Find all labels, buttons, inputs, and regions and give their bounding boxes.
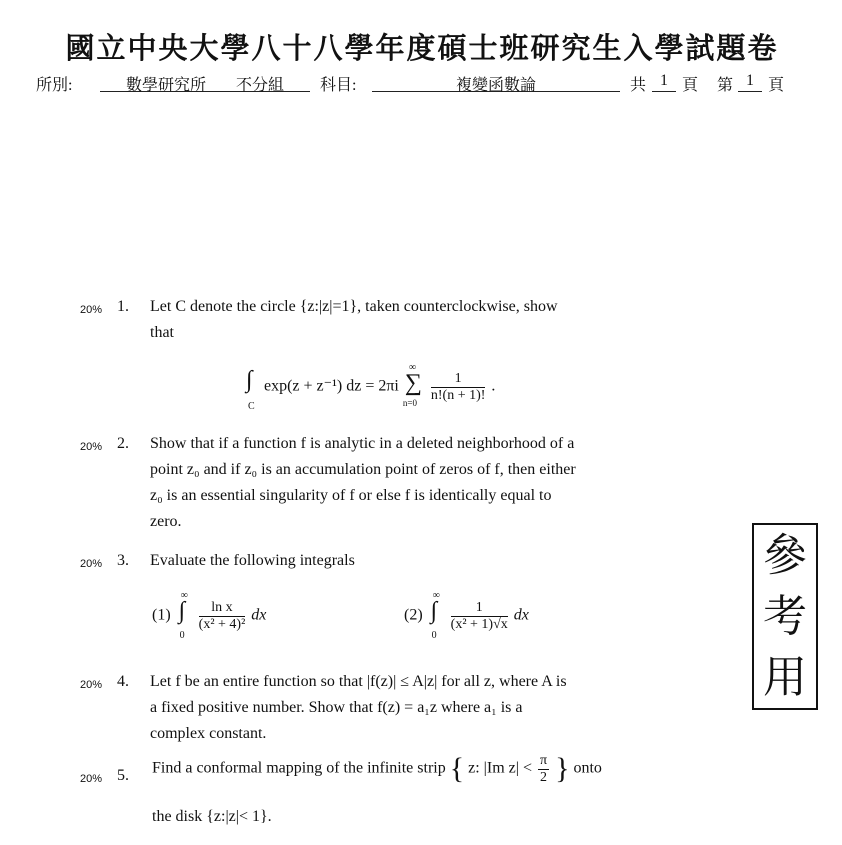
set-numerator: π bbox=[539, 752, 548, 768]
reference-stamp bbox=[752, 523, 818, 710]
set-brace-close: } bbox=[555, 752, 570, 785]
integral-2-dx: dx bbox=[513, 606, 529, 624]
sum-sign: ∑ bbox=[404, 370, 422, 396]
formula-period: . bbox=[491, 377, 496, 395]
problem-2-line-2: point z₀ and if z₀ is an accumulation point of zeros of f, then either bbox=[150, 461, 576, 478]
integral-1-upper: ∞ bbox=[180, 590, 188, 601]
problem-5-weight: 20% bbox=[80, 773, 103, 785]
problem-2-weight: 20% bbox=[80, 441, 103, 453]
problem-1-number: 1. bbox=[117, 298, 129, 315]
current-label: 第 bbox=[717, 77, 734, 94]
integral-1-denominator: (x² + 4)² bbox=[198, 616, 246, 632]
problem-3-text: Evaluate the following integrals bbox=[150, 552, 355, 569]
sum-upper: ∞ bbox=[408, 362, 417, 373]
integral-sign: ∫ bbox=[246, 367, 253, 393]
dept-field bbox=[100, 72, 310, 92]
subject-label: 科目: bbox=[320, 77, 357, 94]
sum-lower: n=0 bbox=[402, 398, 417, 408]
problem-1-formula bbox=[244, 362, 496, 412]
set-brace-open: { bbox=[449, 752, 465, 785]
integral-contour: C bbox=[248, 401, 255, 412]
formula-main: exp(z + z⁻¹) dz = 2πi bbox=[264, 377, 399, 395]
problem-1-line-1: Let C denote the circle {z:|z|=1}, taken counterclockwise, show bbox=[150, 298, 558, 315]
problem-4-text bbox=[150, 669, 698, 747]
total-label: 共 bbox=[630, 77, 647, 94]
problem-2-text bbox=[150, 431, 698, 535]
integral-2-fraction bbox=[451, 600, 508, 633]
problem-5-text-a: Find a conformal mapping of the infinite strip bbox=[152, 759, 446, 777]
problem-1-line-2: that bbox=[150, 324, 174, 341]
problem-2-number: 2. bbox=[117, 435, 129, 452]
integral-1 bbox=[152, 590, 267, 641]
integral-2-numerator: 1 bbox=[451, 600, 508, 617]
exam-title: 國立中央大學八十八學年度碩士班研究生入學試題卷 bbox=[65, 33, 779, 65]
total-pages: 1 bbox=[652, 72, 676, 92]
integral-2-lower: 0 bbox=[431, 630, 437, 641]
integral-2-upper: ∞ bbox=[432, 590, 440, 601]
integral-2 bbox=[404, 590, 529, 641]
problem-1-weight: 20% bbox=[80, 304, 103, 316]
problem-1-text bbox=[150, 294, 698, 346]
fraction-denominator: n!(n + 1)! bbox=[430, 387, 486, 403]
integral-1-numerator: ln x bbox=[199, 600, 246, 617]
dept-label: 所別: bbox=[36, 77, 73, 94]
stamp-char-2: 考 bbox=[763, 590, 807, 642]
integral-1-sign: ∫ bbox=[178, 598, 186, 624]
current-unit: 頁 bbox=[768, 77, 785, 94]
total-unit: 頁 bbox=[682, 77, 699, 94]
problem-4-number: 4. bbox=[117, 673, 129, 690]
group-value: 不分組 bbox=[236, 77, 285, 94]
problem-5-line-1 bbox=[152, 752, 602, 786]
integral-1-dx: dx bbox=[251, 606, 267, 624]
integral-1-fraction bbox=[199, 600, 246, 633]
problem-5-text-b: onto bbox=[573, 759, 602, 777]
problem-5-number: 5. bbox=[117, 767, 129, 784]
problem-4-line-3: complex constant. bbox=[150, 725, 267, 742]
set-body: z: |Im z| < bbox=[468, 759, 532, 777]
problem-3-number: 3. bbox=[117, 552, 129, 569]
fraction-numerator: 1 bbox=[431, 371, 486, 388]
current-page: 1 bbox=[738, 72, 762, 92]
problem-2-line-4: zero. bbox=[150, 513, 182, 530]
formula-fraction bbox=[431, 371, 486, 404]
problem-4-line-2: a fixed positive number. Show that f(z) = a₁z where a₁ is a bbox=[150, 699, 523, 716]
integral-2-sign: ∫ bbox=[430, 598, 438, 624]
set-fraction bbox=[538, 753, 549, 786]
problem-5-line-2: the disk {z:|z|< 1}. bbox=[152, 808, 272, 825]
problem-4-weight: 20% bbox=[80, 679, 103, 691]
integral-1-lower: 0 bbox=[179, 630, 185, 641]
set-denominator: 2 bbox=[540, 769, 548, 785]
integral-2-label: (2) bbox=[404, 606, 423, 624]
integral-1-label: (1) bbox=[152, 606, 171, 624]
problem-2-line-3: z₀ is an essential singularity of f or else f is identically equal to bbox=[150, 487, 552, 504]
dept-value: 數學研究所 bbox=[125, 77, 206, 94]
problem-2-line-1: Show that if a function f is analytic in a deleted neighborhood of a bbox=[150, 435, 575, 452]
problem-3-weight: 20% bbox=[80, 558, 103, 570]
stamp-char-3: 用 bbox=[763, 651, 807, 703]
stamp-char-1: 參 bbox=[763, 529, 807, 581]
integral-2-denominator: (x² + 1)√x bbox=[450, 616, 508, 632]
problem-4-line-1: Let f be an entire function so that |f(z)| ≤ A|z| for all z, where A is bbox=[150, 673, 567, 690]
subject-value: 複變函數論 bbox=[372, 72, 620, 92]
